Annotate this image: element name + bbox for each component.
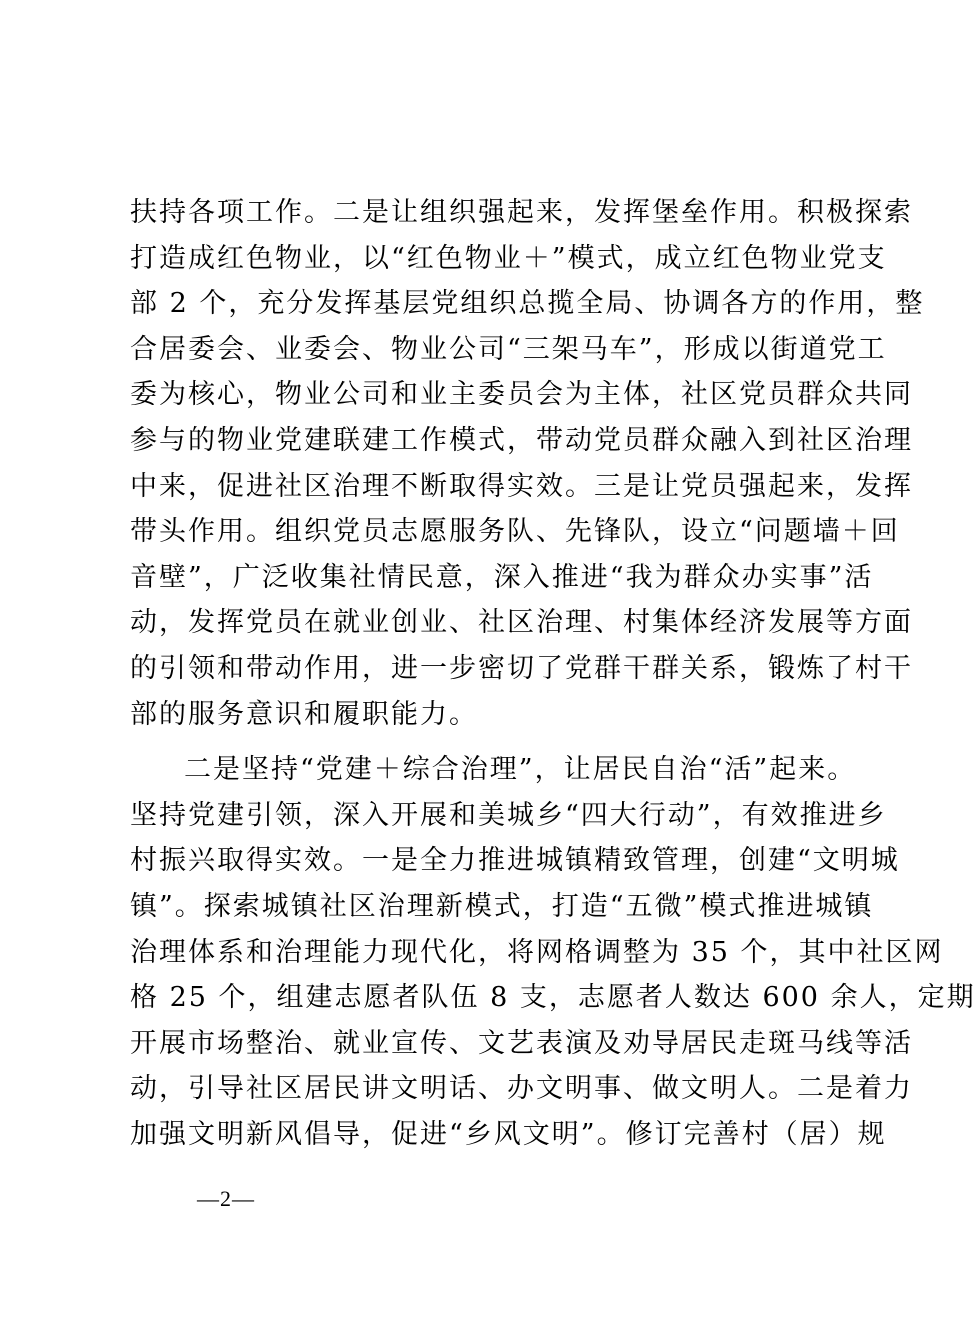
text-line: 委为核心，物业公司和业主委员会为主体，社区党员群众共同 [130,379,913,411]
text-line: 中来，促进社区治理不断取得实效。三是让党员强起来，发挥 [130,470,913,502]
text-line: 村振兴取得实效。一是全力推进城镇精致管理，创建“文明城 [130,845,900,877]
text-line: 动，发挥党员在就业创业、社区治理、村集体经济发展等方面 [130,607,913,639]
text-line: 动，引导社区居民讲文明话、办文明事、做文明人。二是着力 [130,1073,913,1105]
paragraph-2 [130,747,976,1157]
text-line: 合居委会、业委会、物业公司“三架马车”，形成以街道党工 [130,333,887,365]
text-line: 音壁”，广泛收集社情民意，深入推进“我为群众办实事”活 [130,561,874,593]
text-line: 扶持各项工作。二是让组织强起来，发挥堡垒作用。积极探索 [130,197,913,228]
text-line: 参与的物业党建联建工作模式，带动党员群众融入到社区治理 [130,424,913,456]
text-line: 带头作用。组织党员志愿服务队、先锋队，设立“问题墙＋回 [130,516,900,548]
page-number: —2— [197,1186,255,1211]
text-line: 加强文明新风倡导，促进“乡风文明”。修订完善村（居）规 [130,1118,887,1150]
text-line: 开展市场整治、就业宣传、文艺表演及劝导居民走斑马线等活 [130,1027,913,1059]
text-line: 的引领和带动作用，进一步密切了党群干群关系，锻炼了村干 [130,652,913,684]
paragraph-1 [130,190,925,737]
text-line: 二是坚持“党建＋综合治理”，让居民自治“活”起来。 [184,754,857,786]
text-line: 镇”。探索城镇社区治理新模式，打造“五微”模式推进城镇 [130,890,874,922]
text-line: 坚持党建引领，深入开展和美城乡“四大行动”，有效推进乡 [130,799,887,831]
text-line: 部的服务意识和履职能力。 [130,698,478,730]
text-line: 打造成红色物业，以“红色物业＋”模式，成立红色物业党支 [130,242,887,274]
body-text [130,190,976,1157]
text-line: 格 25 个，组建志愿者队伍 8 支，志愿者人数达 600 余人，定期 [130,982,976,1014]
text-line: 部 2 个，充分发挥基层党组织总揽全局、协调各方的作用，整 [130,288,925,320]
text-line: 治理体系和治理能力现代化，将网格调整为 35 个，其中社区网 [130,936,944,968]
